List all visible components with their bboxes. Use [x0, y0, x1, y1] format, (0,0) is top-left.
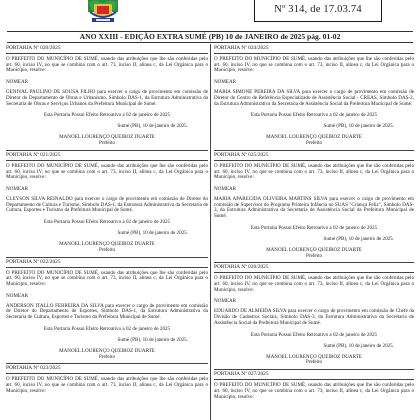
nomear-label: NOMEAR	[214, 298, 237, 305]
retroactive-note: Esta Portaria Possui Efeito Retroativo a 02 de janeiro de 2025	[250, 112, 378, 119]
nomear-label: NOMEAR	[214, 185, 237, 192]
portaria-027	[214, 370, 414, 408]
portaria-024	[214, 44, 414, 151]
signer-name: MANOEL LOURENÇO QUEIROZ DUARTE	[59, 134, 155, 141]
portaria-preamble: O PREFEITO DO MUNICÍPIO DE SUMÉ, usando das atribuições que lhe são conferidas pelo art. 60, inciso IV, no que se combina com o art. 73, inciso II, alínea c, da Lei Orgânica para o Município, resolve:	[6, 162, 208, 181]
portaria-body: ANDERSON ITALLO FERREIRA DA SILVA para exercer o cargo de provimento em comissão de Diretor do Departamento de Esportes, Símbolo DAS-1, da Estrutura Administrativa da Secretaria de Cultura, Esportes e Turismo da Prefeitura Municipal de Sumé.	[6, 302, 208, 321]
portaria-body: GENIVAL PAULINO DE SOUSA FILHO para exercer o cargo de provimento em comissão de Diretor do Departamento de Obras e Urbanismo, Símbolo DAS-1, da Estrutura Administrativa da Secretaria de Obras e Serviços Urbanos da Prefeitura Municipal de Sumé.	[6, 89, 208, 107]
signer-name: MANOEL LOURENÇO QUEIROZ DUARTE	[266, 353, 362, 360]
right-column	[214, 44, 414, 420]
signer-role: Prefeito	[305, 140, 323, 147]
portaria-preamble: O PREFEITO DO MUNICÍPIO DE SUMÉ, usando das atribuições que lhe são conferidas pelo art. 60, inciso IV, no que se combina com o art. 73, inciso II, alínea c, da Lei Orgânica para o Município, resolve:	[214, 275, 414, 293]
signer-name: MANOEL LOURENÇO QUEIROZ DUARTE	[59, 347, 155, 354]
left-column	[6, 44, 208, 420]
divider	[214, 379, 414, 380]
portaria-body: MARIA SIMONE PEREIRA DA SILVA para exercer o cargo de provimento em comissão de Diretor do Centro de Referência Especializado de Assistência Social - CREAS, Símbolo DAS-2, da Estrutura Administrativa da Secretaria de Assistência Social da Prefeitura Municipal de Sumé.	[214, 89, 414, 107]
signer-name: MANOEL LOURENÇO QUEIROZ DUARTE	[266, 134, 362, 141]
portaria-title: PORTARIA Nº 021/2025	[6, 151, 61, 158]
column-divider	[210, 44, 211, 420]
divider	[6, 373, 208, 374]
signer-role: Prefeito	[305, 359, 323, 366]
portaria-preamble: O PREFEITO DO MUNICÍPIO DE SUMÉ, usando das atribuições que lhe são conferidas pelo art. 60, inciso IV, no que se combina com o art. 73, inciso II, alínea c, da Lei Orgânica para o Município, resolve:	[6, 269, 208, 288]
portaria-preamble: O PREFEITO DO MUNICÍPIO DE SUMÉ, usando das atribuições que lhe são conferidas pelo art. 60, inciso IV, no que se combina com o art. 73, inciso II, alínea c, da Lei Orgânica para o Município, resolve:	[214, 382, 414, 400]
divider	[214, 53, 414, 54]
divider	[6, 267, 208, 268]
signer-name: MANOEL LOURENÇO QUEIROZ DUARTE	[59, 241, 155, 248]
masthead	[0, 0, 420, 30]
portaria-title: PORTARIA Nº 020/2025	[6, 45, 61, 51]
edition-bar: ANO XXIII - EDIÇÃO EXTRA SUMÉ (PB) 10 de JANEIRO de 2025 pág. 01-02	[7, 31, 413, 43]
law-reference-box: Nº 314, de 17.03.74	[254, 0, 382, 22]
portaria-date: Sumé (PB), 10 de janeiro de 2025.	[117, 230, 188, 237]
portaria-026	[214, 263, 414, 370]
portaria-title: PORTARIA Nº 025/2025	[214, 151, 269, 158]
portaria-body: MARIA APARECIDA OLIVEIRA MARTINS SILVA para exercer o cargo de provimento em comissão de Supervisor do Programa Primeira Infância no SUAS "Criança Feliz", Símbolo DAS-3, da Estrutura Administrativa da Secretaria de Assistência Social da Prefeitura Municipal de Sumé.	[214, 195, 414, 220]
portaria-date: Sumé (PB), 10 de janeiro de 2025.	[323, 235, 394, 242]
portaria-body: CLEYSON SILVA REINALDO para exercer o cargo de provimento em comissão de Diretor do Departamento de Cultura e Turismo, Símbolo DAS-1, da Estrutura Administrativa da Secretaria de Cultura, Esportes e Turismo da Prefeitura Municipal de Sumé.	[6, 195, 208, 214]
portaria-022	[6, 258, 208, 365]
signer-role: Prefeito	[98, 140, 116, 147]
portaria-preamble: O PREFEITO DO MUNICÍPIO DE SUMÉ, usando das atribuições que lhe são conferidas pelo art. 60, inciso IV, no que se combina com o art. 73, inciso II, alínea c, da Lei Orgânica para o Município, resolve:	[214, 56, 414, 74]
portaria-020	[6, 44, 208, 151]
signer-role: Prefeito	[305, 252, 323, 259]
retroactive-note: Esta Portaria Possui Efeito Retroativo a 02 de janeiro de 2025	[43, 325, 171, 332]
nomear-label: NOMEAR	[6, 79, 29, 86]
portaria-date: Sumé (PB), 10 de janeiro de 2025.	[117, 123, 188, 130]
portaria-preamble: O PREFEITO DO MUNICÍPIO DE SUMÉ, usando das atribuições que lhe são conferidas pelo art. 60, inciso IV, no que se combina com o art. 73, inciso II, alínea c, da Lei Orgânica para o Município, resolve:	[214, 162, 414, 181]
portaria-date: Sumé (PB), 10 de janeiro de 2025.	[117, 336, 188, 343]
portaria-title: PORTARIA Nº 022/2025	[6, 258, 61, 265]
nomear-label: NOMEAR	[214, 79, 237, 86]
portaria-preamble: O PREFEITO DO MUNICÍPIO DE SUMÉ, usando das atribuições que lhe são conferidas pelo art. 60, inciso IV, no que se combina com o art. 73, inciso II, alínea c, da Lei Orgânica para o Município, resolve:	[6, 376, 208, 394]
nomear-label: NOMEAR	[6, 185, 29, 192]
portaria-title: PORTARIA Nº 027/2025	[214, 371, 269, 378]
portaria-021	[6, 151, 208, 258]
divider	[6, 53, 208, 54]
divider	[6, 160, 208, 161]
signer-role: Prefeito	[98, 246, 116, 253]
retroactive-note: Esta Portaria Possui Efeito Retroativo a 02 de janeiro de 2025	[250, 331, 378, 338]
signer-role: Prefeito	[98, 353, 116, 360]
divider	[214, 272, 414, 273]
retroactive-note: Esta Portaria Possui Efeito Retroativo a 02 de janeiro de 2025	[43, 219, 171, 226]
retroactive-note: Esta Portaria Possui Efeito Retroativo a 02 de janeiro de 2025	[250, 224, 378, 231]
nomear-label: NOMEAR	[6, 292, 29, 299]
signer-name: MANOEL LOURENÇO QUEIROZ DUARTE	[266, 246, 362, 253]
portaria-date: Sumé (PB), 10 de janeiro de 2025.	[323, 123, 394, 130]
municipal-coat-of-arms-icon	[86, 0, 120, 24]
retroactive-note: Esta Portaria Possui Efeito Retroativo a 02 de janeiro de 2025	[43, 112, 171, 119]
portaria-body: EDUARDO DE ALMEIDA SILVA para exercer o cargo de provimento em comissão de Chefe da Divisão de Cadastros Sociais, Símbolo DAS-3, da Estrutura Administrativa da Secretaria de Assistência Social da Prefeitura Municipal de Sumé.	[214, 308, 414, 326]
portaria-title: PORTARIA Nº 023/2025	[6, 365, 61, 372]
portaria-preamble: O PREFEITO DO MUNICÍPIO DE SUMÉ, usando das atribuições que lhe são conferidas pelo art. 60, inciso IV, no que se combina com o art. 73, inciso II, alínea c, da Lei Orgânica para o Município, resolve:	[6, 56, 208, 74]
portaria-023	[6, 364, 208, 402]
portaria-date: Sumé (PB), 10 de janeiro de 2025.	[323, 342, 394, 349]
portaria-title: PORTARIA Nº 024/2025	[214, 45, 269, 51]
portaria-025	[214, 151, 414, 264]
divider	[214, 160, 414, 161]
portaria-title: PORTARIA Nº 026/2025	[214, 264, 269, 271]
